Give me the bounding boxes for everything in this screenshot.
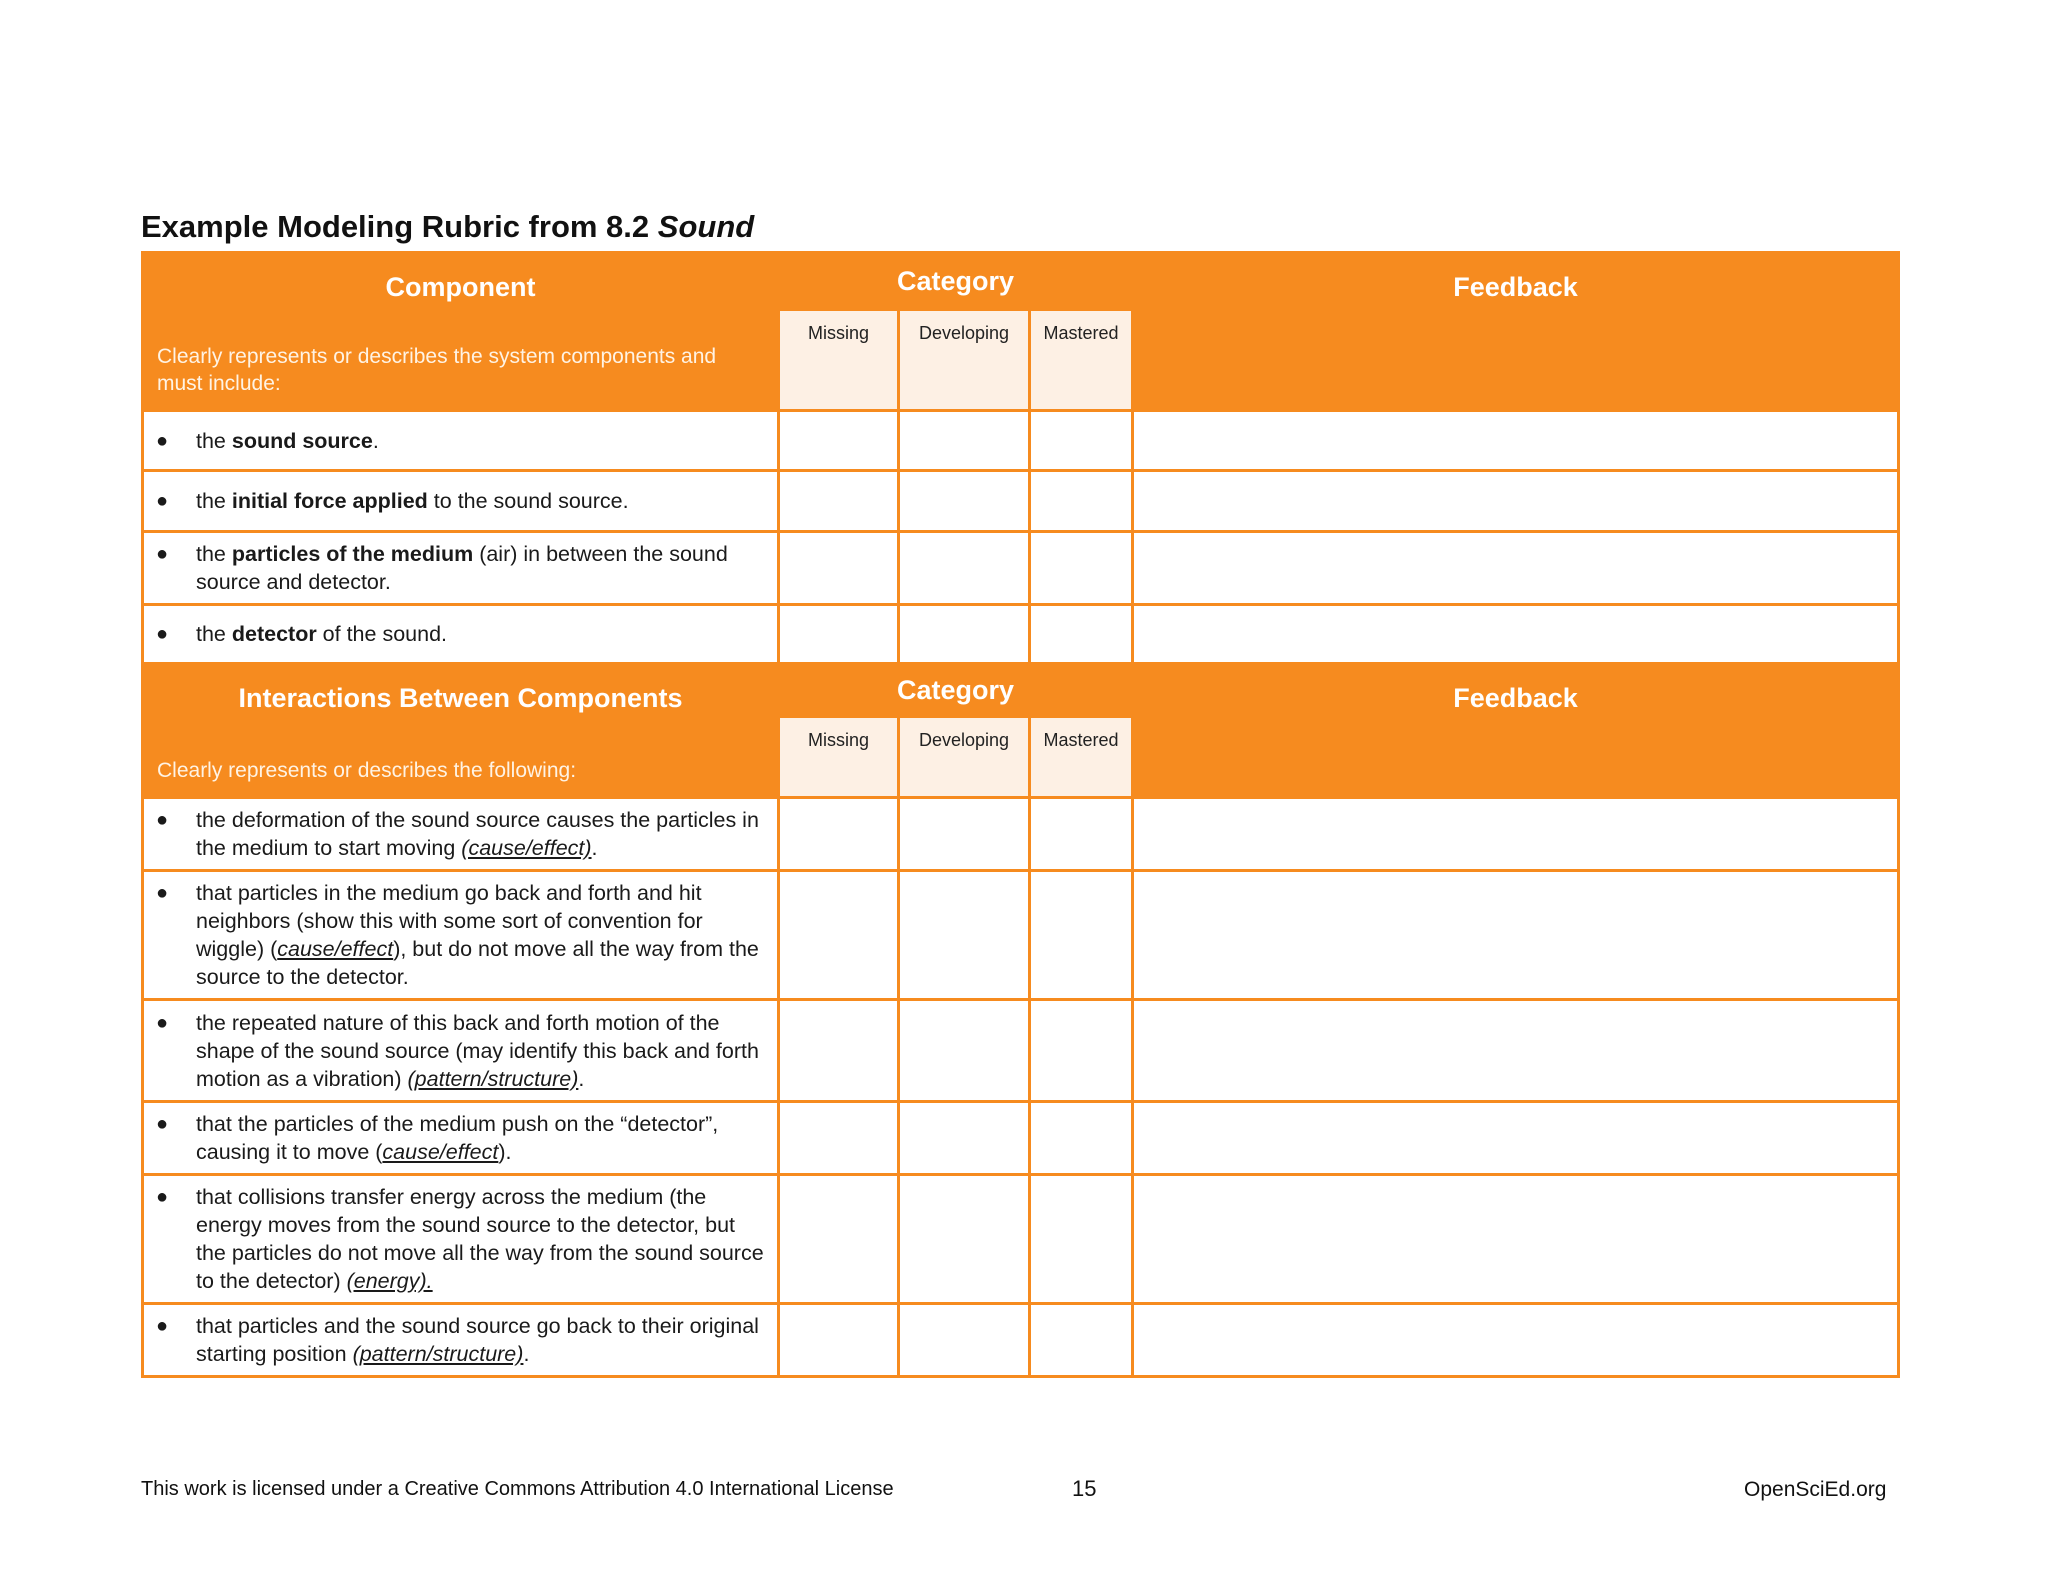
mastered-cell[interactable] xyxy=(1030,798,1133,871)
developing-cell[interactable] xyxy=(899,871,1030,1000)
bullet-icon: ● xyxy=(156,1011,169,1034)
feedback-heading: Feedback xyxy=(1133,664,1899,798)
interactions-header xyxy=(143,664,779,798)
rubric-item: ● the repeated nature of this back and forth motion of the shape of the sound source (may identify this back and forth motion as a vibration) (pattern/structure). xyxy=(143,1000,779,1102)
component-heading: Component xyxy=(385,272,536,302)
feedback-cell[interactable] xyxy=(1133,798,1899,871)
feedback-cell[interactable] xyxy=(1133,605,1899,664)
feedback-cell[interactable] xyxy=(1133,1102,1899,1175)
rubric-item: ● that collisions transfer energy across the medium (the energy moves from the sound source to the detector, but the particles do not move all the way from the sound source to the detector) (energy). xyxy=(143,1175,779,1304)
mastered-cell[interactable] xyxy=(1030,532,1133,605)
feedback-cell[interactable] xyxy=(1133,471,1899,532)
developing-cell[interactable] xyxy=(899,532,1030,605)
feedback-heading: Feedback xyxy=(1133,253,1899,411)
rubric-item: ● that particles in the medium go back and forth and hit neighbors (show this with some sort of convention for wiggle) (cause/effect), but do not move all the way from the source to the detector. xyxy=(143,871,779,1000)
component-subheading: Clearly represents or describes the system components and must include: xyxy=(157,345,717,395)
table-row xyxy=(143,605,1899,664)
rubric-table xyxy=(141,251,1900,1378)
mastered-cell[interactable] xyxy=(1030,871,1133,1000)
mastered-cell[interactable] xyxy=(1030,1000,1133,1102)
rubric-item: ● the deformation of the sound source causes the particles in the medium to start moving (cause/effect). xyxy=(143,798,779,871)
missing-cell[interactable] xyxy=(779,871,899,1000)
section-header-row xyxy=(143,664,1899,717)
bullet-icon: ● xyxy=(156,882,169,904)
mastered-cell[interactable] xyxy=(1030,1175,1133,1304)
developing-cell[interactable] xyxy=(899,605,1030,664)
developing-cell[interactable] xyxy=(899,1304,1030,1377)
developing-cell[interactable] xyxy=(899,471,1030,532)
missing-cell[interactable] xyxy=(779,532,899,605)
mastered-cell[interactable] xyxy=(1030,1304,1133,1377)
rubric-item: ● the initial force applied to the sound source. xyxy=(143,471,779,532)
table-row xyxy=(143,871,1899,1000)
missing-cell[interactable] xyxy=(779,1000,899,1102)
feedback-cell[interactable] xyxy=(1133,871,1899,1000)
page-number: 15 xyxy=(1072,1476,1097,1501)
bullet-icon: ● xyxy=(156,490,169,512)
developing-cell[interactable] xyxy=(899,1175,1030,1304)
missing-cell[interactable] xyxy=(779,1102,899,1175)
feedback-cell[interactable] xyxy=(1133,1000,1899,1102)
interactions-heading: Interactions Between Components xyxy=(238,683,683,713)
bullet-icon: ● xyxy=(156,809,169,831)
component-header xyxy=(143,253,779,411)
category-mastered: Mastered xyxy=(1030,717,1133,798)
bullet-icon: ● xyxy=(156,429,169,452)
table-row xyxy=(143,1175,1899,1304)
developing-cell[interactable] xyxy=(899,798,1030,871)
bullet-icon: ● xyxy=(156,1315,169,1337)
category-heading: Category xyxy=(779,253,1133,310)
table-row xyxy=(143,798,1899,871)
missing-cell[interactable] xyxy=(779,471,899,532)
missing-cell[interactable] xyxy=(779,411,899,471)
table-row xyxy=(143,411,1899,471)
feedback-cell[interactable] xyxy=(1133,1175,1899,1304)
rubric-item: ● that the particles of the medium push on the “detector”, causing it to move (cause/effect). xyxy=(143,1102,779,1175)
feedback-cell[interactable] xyxy=(1133,532,1899,605)
table-row xyxy=(143,1304,1899,1377)
category-mastered: Mastered xyxy=(1030,310,1133,411)
category-missing: Missing xyxy=(779,310,899,411)
bullet-icon: ● xyxy=(156,623,169,645)
site-link[interactable]: OpenSciEd.org xyxy=(1744,1478,1887,1501)
feedback-cell[interactable] xyxy=(1133,1304,1899,1377)
table-row xyxy=(143,471,1899,532)
mastered-cell[interactable] xyxy=(1030,1102,1133,1175)
rubric-item: ● the sound source. xyxy=(143,411,779,471)
license-text[interactable]: This work is licensed under a Creative Commons Attribution 4.0 International License xyxy=(141,1478,894,1500)
rubric-item: ● the particles of the medium (air) in between the sound source and detector. xyxy=(143,532,779,605)
rubric-item: ● that particles and the sound source go back to their original starting position (pattern/structure). xyxy=(143,1304,779,1377)
section-header-row xyxy=(143,253,1899,310)
bullet-icon: ● xyxy=(156,1186,169,1208)
developing-cell[interactable] xyxy=(899,411,1030,471)
missing-cell[interactable] xyxy=(779,1304,899,1377)
missing-cell[interactable] xyxy=(779,1175,899,1304)
missing-cell[interactable] xyxy=(779,798,899,871)
bullet-icon: ● xyxy=(156,543,169,565)
feedback-cell[interactable] xyxy=(1133,411,1899,471)
table-row xyxy=(143,1102,1899,1175)
table-row xyxy=(143,1000,1899,1102)
category-developing: Developing xyxy=(899,717,1030,798)
missing-cell[interactable] xyxy=(779,605,899,664)
interactions-subheading: Clearly represents or describes the following: xyxy=(157,759,577,782)
category-heading: Category xyxy=(779,664,1133,717)
mastered-cell[interactable] xyxy=(1030,471,1133,532)
title-emphasis: Sound xyxy=(657,209,755,244)
table-row xyxy=(143,532,1899,605)
category-developing: Developing xyxy=(899,310,1030,411)
developing-cell[interactable] xyxy=(899,1000,1030,1102)
mastered-cell[interactable] xyxy=(1030,411,1133,471)
developing-cell[interactable] xyxy=(899,1102,1030,1175)
bullet-icon: ● xyxy=(156,1113,169,1135)
rubric-item: ● the detector of the sound. xyxy=(143,605,779,664)
category-missing: Missing xyxy=(779,717,899,798)
page-title: Example Modeling Rubric from 8.2 Sound xyxy=(141,209,755,244)
mastered-cell[interactable] xyxy=(1030,605,1133,664)
